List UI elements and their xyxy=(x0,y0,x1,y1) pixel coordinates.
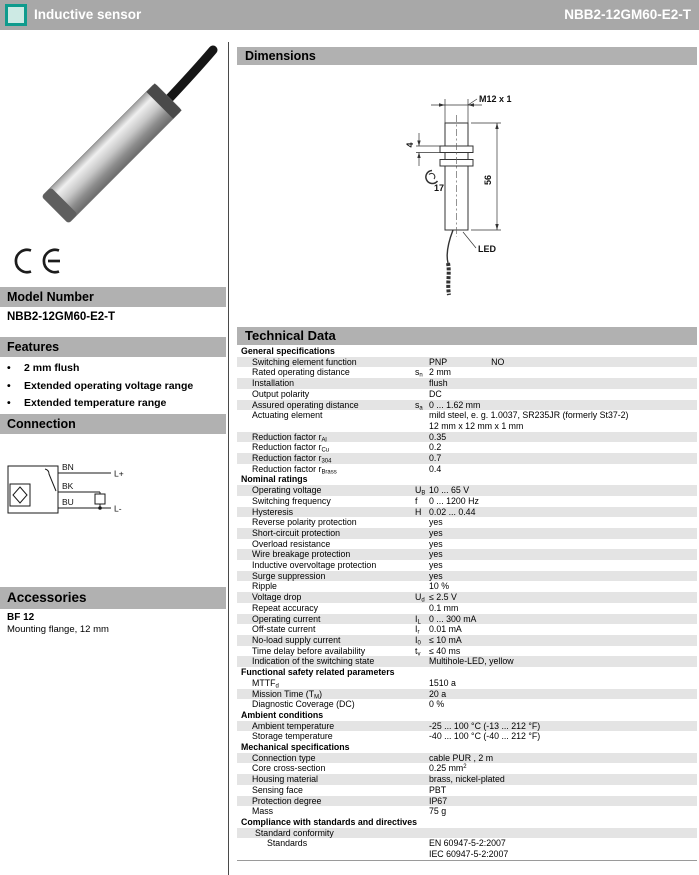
spec-row xyxy=(237,389,697,400)
spec-row xyxy=(237,828,697,839)
spec-section-title: Ambient conditions xyxy=(241,709,324,720)
spec-value: 0.2 xyxy=(429,442,442,453)
spec-label: Rated operating distance xyxy=(252,367,350,378)
spec-row xyxy=(237,646,697,657)
spec-row xyxy=(237,774,697,785)
table-end-rule xyxy=(237,860,697,861)
spec-value: mild steel, e. g. 1.0037, SR235JR (formerly St37-2) 12 mm x 12 mm x 1 mm xyxy=(429,410,629,431)
spec-row xyxy=(237,378,697,389)
spec-value: -40 ... 100 °C (-40 ... 212 °F) xyxy=(429,731,541,742)
spec-label: Repeat accuracy xyxy=(252,602,319,613)
spec-symbol: $I_r$ xyxy=(415,624,420,636)
spec-label: Reduction factor $r_{Cu}$ xyxy=(252,442,330,454)
spec-value: DC xyxy=(429,388,442,399)
cable xyxy=(164,50,213,104)
spec-symbol xyxy=(415,774,429,785)
spec-label: Assured operating distance xyxy=(252,399,359,410)
spec-value: 0.02 ... 0.44 xyxy=(429,506,476,517)
spec-row xyxy=(237,731,697,742)
spec-label: Surge suppression xyxy=(252,570,326,581)
spec-label: Protection degree xyxy=(252,795,322,806)
bullet-icon: • xyxy=(7,397,11,409)
bullet-icon: • xyxy=(7,379,11,392)
spec-value: ≤ 10 mA xyxy=(429,634,462,645)
spec-symbol xyxy=(415,828,429,839)
spec-value: yes xyxy=(429,527,443,538)
spec-symbol xyxy=(415,357,429,368)
spec-value: brass, nickel-plated xyxy=(429,774,505,785)
spec-row xyxy=(237,763,697,774)
wire-label-bn: BN xyxy=(62,462,74,472)
spec-label: Off-state current xyxy=(252,624,316,635)
spec-row xyxy=(237,432,697,443)
nut-height-label: 4 xyxy=(405,142,415,148)
spec-symbol: $I_L$ xyxy=(415,613,421,626)
spec-value: 0 ... 1200 Hz xyxy=(429,495,479,506)
spec-row xyxy=(237,453,697,464)
technical-data-table xyxy=(237,346,697,860)
dimension-drawing xyxy=(385,85,585,315)
spec-value: -25 ... 100 °C (-13 ... 212 °F) xyxy=(429,720,541,731)
accessory-description: Mounting flange, 12 mm xyxy=(7,624,109,635)
spec-label: Connection type xyxy=(252,752,316,763)
spec-symbol xyxy=(415,689,429,700)
spec-label: Standard conformity xyxy=(255,827,334,838)
spec-symbol xyxy=(415,464,429,475)
spec-label: Storage temperature xyxy=(252,731,333,742)
spec-label: Installation xyxy=(252,378,295,389)
spec-row xyxy=(237,624,697,635)
spec-value xyxy=(429,828,697,839)
spec-row xyxy=(237,507,697,518)
spec-label: Overload resistance xyxy=(252,538,331,549)
spec-value: ≤ 2.5 V xyxy=(429,592,457,603)
spec-symbol xyxy=(415,410,429,431)
spec-symbol: $s_a$ xyxy=(415,399,423,411)
product-type-title: Inductive sensor xyxy=(34,7,142,22)
connection-diagram xyxy=(6,450,156,530)
spec-symbol xyxy=(415,378,429,389)
spec-symbol: $U_B$ xyxy=(415,485,426,497)
spec-symbol xyxy=(415,806,429,817)
spec-label: Sensing face xyxy=(252,784,303,795)
terminal-label-lplus: L+ xyxy=(114,468,124,479)
bullet-icon: • xyxy=(7,362,11,374)
spec-row xyxy=(237,838,697,859)
spec-symbol xyxy=(415,763,429,774)
spec-value: 0.35 xyxy=(429,431,447,442)
spec-row xyxy=(237,464,697,475)
feature-text: Extended temperature range xyxy=(24,397,167,409)
spec-row xyxy=(237,581,697,592)
spec-value: PNP NO xyxy=(429,356,505,367)
brand-square-icon xyxy=(5,4,27,26)
spec-label: Mission Time $(T_M)$ xyxy=(252,688,322,700)
accessories-section-header: Accessories xyxy=(0,587,226,609)
header-model-number: NBB2-12GM60-E2-T xyxy=(564,7,691,22)
spec-row xyxy=(237,400,697,411)
spec-symbol xyxy=(415,796,429,807)
spec-label: Reduction factor $r_{Brass}$ xyxy=(252,463,337,476)
spec-value: 0 ... 1.62 mm xyxy=(429,399,481,410)
thread-size-label: M12 x 1 xyxy=(479,94,512,104)
spec-row xyxy=(237,442,697,453)
spec-symbol xyxy=(415,785,429,796)
product-photo xyxy=(6,44,218,249)
feature-text: Extended operating voltage range xyxy=(24,379,194,392)
spec-row xyxy=(237,528,697,539)
spec-label: Mass xyxy=(252,806,274,817)
spec-symbol xyxy=(415,753,429,764)
features-section-header: Features xyxy=(0,337,226,357)
spec-value: 0.25 $mm^2$ xyxy=(429,763,467,774)
spec-symbol: $s_n$ xyxy=(415,367,423,379)
spec-label: Switching frequency xyxy=(252,495,331,506)
spec-row xyxy=(237,603,697,614)
spec-value: 0.4 xyxy=(429,463,442,474)
spec-section-title: Compliance with standards and directives xyxy=(241,816,417,827)
spec-row xyxy=(237,485,697,496)
feature-item xyxy=(7,397,222,409)
spec-row xyxy=(237,496,697,507)
wrench-icon xyxy=(426,171,438,184)
spec-row xyxy=(237,410,697,431)
spec-value: yes xyxy=(429,538,443,549)
technical-data-section-header: Technical Data xyxy=(237,327,697,345)
spec-symbol xyxy=(415,731,429,742)
spec-value: 2 mm xyxy=(429,367,451,378)
wrench-size-label: 17 xyxy=(434,183,445,193)
spec-row xyxy=(237,796,697,807)
spec-symbol xyxy=(415,389,429,400)
spec-value: 0.1 mm xyxy=(429,602,459,613)
spec-row xyxy=(237,689,697,700)
header-bar xyxy=(0,0,699,30)
spec-value: 0 ... 300 mA xyxy=(429,613,477,624)
spec-value: yes xyxy=(429,549,443,560)
spec-value: 75 g xyxy=(429,806,447,817)
spec-symbol xyxy=(415,838,429,859)
feature-text: 2 mm flush xyxy=(24,362,80,374)
spec-label: Reduction factor $r_{Al}$ xyxy=(252,431,327,444)
spec-value: yes xyxy=(429,517,443,528)
spec-label: Ambient temperature xyxy=(252,720,335,731)
spec-value: IP67 xyxy=(429,795,448,806)
spec-symbol xyxy=(415,656,429,667)
spec-value: 10 ... 65 V xyxy=(429,485,470,496)
led-label: LED xyxy=(478,244,496,254)
spec-symbol xyxy=(415,603,429,614)
spec-value: EN 60947-5-2:2007 IEC 60947-5-2:2007 xyxy=(429,838,509,860)
spec-label: Operating voltage xyxy=(252,485,322,496)
spec-row xyxy=(237,592,697,603)
spec-value: 20 a xyxy=(429,688,447,699)
spec-value: Multihole-LED, yellow xyxy=(429,656,514,667)
spec-symbol xyxy=(415,571,429,582)
accessory-name: BF 12 xyxy=(7,612,35,623)
spec-value: PBT xyxy=(429,784,447,795)
spec-value: 10 % xyxy=(429,581,450,592)
spec-label: Time delay before availability xyxy=(252,645,366,656)
spec-label: Switching element function xyxy=(252,356,357,367)
wire-label-bk: BK xyxy=(62,481,74,491)
body-length-label: 56 xyxy=(483,174,493,186)
spec-row xyxy=(237,806,697,817)
spec-label: Operating current xyxy=(252,613,321,624)
connection-section-header: Connection xyxy=(0,414,226,434)
spec-symbol xyxy=(415,517,429,528)
spec-symbol: $U_d$ xyxy=(415,592,425,604)
spec-row xyxy=(237,367,697,378)
spec-row xyxy=(237,656,697,667)
spec-value: flush xyxy=(429,378,448,389)
column-divider xyxy=(228,42,229,875)
spec-value: cable PUR , 2 m xyxy=(429,752,494,763)
ce-mark-icon xyxy=(10,246,66,281)
spec-label: Inductive overvoltage protection xyxy=(252,560,377,571)
features-list xyxy=(7,362,222,415)
spec-section-title: Mechanical specifications xyxy=(241,742,350,753)
spec-row xyxy=(237,549,697,560)
wire-label-bu: BU xyxy=(62,497,74,507)
spec-label: Short-circuit protection xyxy=(252,527,341,538)
spec-symbol xyxy=(415,721,429,732)
model-number-value: NBB2-12GM60-E2-T xyxy=(7,311,115,323)
spec-symbol xyxy=(415,560,429,571)
spec-symbol xyxy=(415,528,429,539)
spec-label: Reverse polarity protection xyxy=(252,517,357,528)
spec-row xyxy=(237,571,697,582)
spec-label: $MTTF_d$ xyxy=(252,677,279,690)
spec-row xyxy=(237,635,697,646)
spec-symbol: f xyxy=(415,495,418,506)
spec-row xyxy=(237,357,697,368)
spec-label: Ripple xyxy=(252,581,277,592)
spec-label: Wire breakage protection xyxy=(252,549,351,560)
spec-label: Standards xyxy=(267,838,308,849)
spec-symbol xyxy=(415,539,429,550)
spec-label: Actuating element xyxy=(252,410,323,421)
spec-row xyxy=(237,785,697,796)
model-number-section-header: Model Number xyxy=(0,287,226,307)
spec-symbol xyxy=(415,699,429,710)
spec-value: yes xyxy=(429,570,443,581)
spec-row xyxy=(237,753,697,764)
spec-symbol xyxy=(415,442,429,453)
spec-label: Core cross-section xyxy=(252,763,326,774)
spec-section-title: Functional safety related parameters xyxy=(241,667,395,678)
spec-symbol xyxy=(415,432,429,443)
spec-label: Voltage drop xyxy=(252,592,302,603)
dimensions-section-header: Dimensions xyxy=(237,47,697,65)
spec-value: 0.01 mA xyxy=(429,624,462,635)
spec-row xyxy=(237,539,697,550)
spec-section-title: Nominal ratings xyxy=(241,474,308,485)
spec-value: yes xyxy=(429,560,443,571)
spec-label: No-load supply current xyxy=(252,634,341,645)
spec-value: 0.7 xyxy=(429,453,442,464)
spec-label: Indication of the switching state xyxy=(252,656,375,667)
feature-item xyxy=(7,362,222,374)
spec-value: 0 % xyxy=(429,699,445,710)
spec-value: ≤ 40 ms xyxy=(429,645,461,656)
spec-row xyxy=(237,721,697,732)
spec-section-title: General specifications xyxy=(241,346,335,356)
spec-symbol xyxy=(415,678,429,689)
terminal-label-lminus: L- xyxy=(114,503,122,514)
spec-row xyxy=(237,614,697,625)
spec-label: Output polarity xyxy=(252,388,310,399)
feature-item xyxy=(7,380,222,392)
spec-value: 1510 a xyxy=(429,677,456,688)
spec-row xyxy=(237,699,697,710)
spec-symbol: $I_0$ xyxy=(415,634,421,647)
spec-row xyxy=(237,517,697,528)
spec-symbol: H xyxy=(415,506,422,517)
spec-label: Reduction factor $r_{304}$ xyxy=(252,453,332,465)
spec-symbol xyxy=(415,581,429,592)
spec-symbol xyxy=(415,549,429,560)
spec-label: Housing material xyxy=(252,774,319,785)
spec-symbol: $t_v$ xyxy=(415,645,421,658)
spec-label: Diagnostic Coverage (DC) xyxy=(252,699,355,710)
spec-label: Hysteresis xyxy=(252,506,294,517)
spec-row xyxy=(237,560,697,571)
spec-symbol xyxy=(415,453,429,464)
spec-row xyxy=(237,678,697,689)
